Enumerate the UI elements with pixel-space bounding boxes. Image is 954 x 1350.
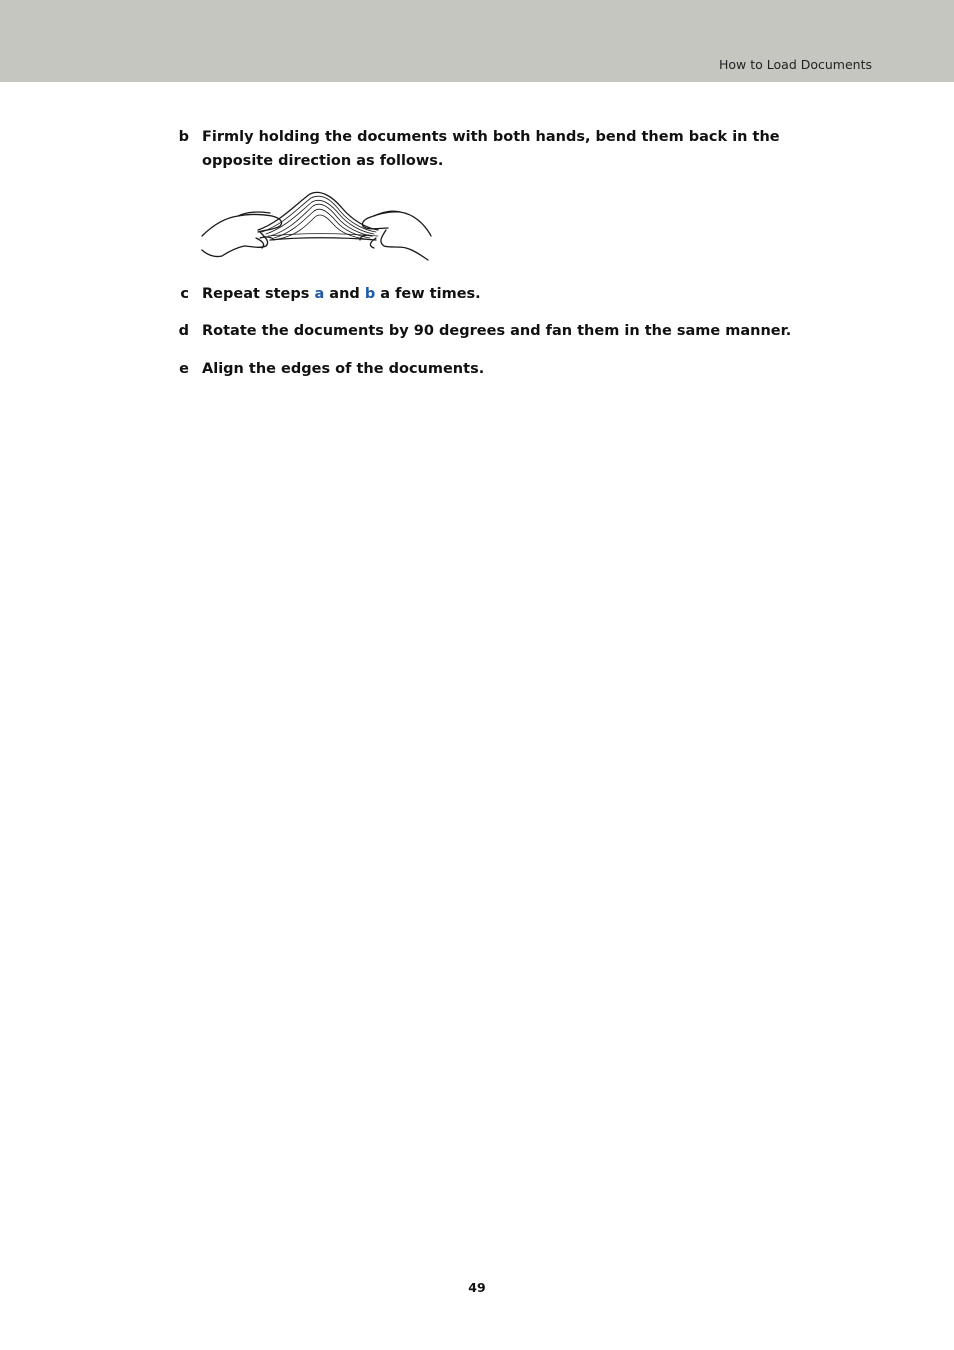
step-text: Align the edges of the documents. [202, 361, 485, 377]
step-text: Rotate the documents by 90 degrees and fan them in the same manner. [202, 323, 792, 339]
step-text-middle: and [324, 286, 365, 302]
step-b-link[interactable]: b [364, 286, 376, 302]
page-header-band [0, 0, 954, 82]
step-text-before: Repeat steps [202, 286, 315, 302]
page-number: 49 [468, 1280, 486, 1295]
step-text-after: a few times. [375, 286, 481, 302]
step-letter: e [179, 361, 189, 377]
step-text [202, 282, 842, 306]
step-letter: b [178, 129, 189, 145]
step-text: Firmly holding the documents with both hands, bend them back in the opposite direction as follows. [202, 129, 780, 169]
step-letter: d [178, 323, 189, 339]
header-section-title: How to Load Documents [719, 57, 872, 72]
step-letter: c [180, 286, 189, 302]
step-a-link[interactable]: a [314, 286, 325, 302]
bending-documents-illustration [200, 186, 432, 262]
